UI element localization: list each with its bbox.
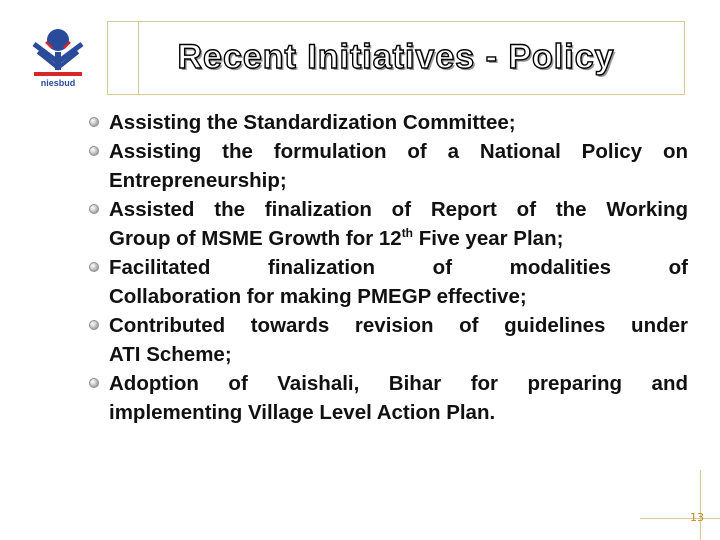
page-number: 13	[690, 511, 704, 524]
corner-accent-vertical	[700, 470, 701, 540]
bullet-list	[88, 108, 688, 427]
bullet-dot-icon	[89, 378, 99, 388]
bullet-dot-icon	[89, 146, 99, 156]
bullet-text-fragment: Group of MSME Growth for 12	[109, 227, 402, 250]
title-frame	[107, 21, 685, 95]
bullet-item	[88, 195, 688, 253]
logo-wordmark: niesbud	[40, 78, 76, 88]
bullet-item	[88, 369, 688, 427]
bullet-text-fragment: Five year Plan;	[413, 227, 564, 250]
bullet-text-line	[109, 224, 688, 253]
bullet-text-line: Contributed towards revision of guidelines under	[109, 314, 688, 337]
slide-title: Recent Initiatives - Policy	[177, 38, 615, 76]
bullet-text-line: Adoption of Vaishali, Bihar for preparing and	[109, 372, 688, 395]
bullet-text-line: Collaboration for making PMEGP effective;	[109, 285, 527, 308]
corner-accent-horizontal	[640, 518, 720, 519]
bullet-dot-icon	[89, 117, 99, 127]
bullet-dot-icon	[89, 204, 99, 214]
bullet-dot-icon	[89, 320, 99, 330]
bullet-text-line: ATI Scheme;	[109, 343, 232, 366]
bullet-text-line: Assisting the formulation of a National Policy on	[109, 140, 688, 163]
bullet-text-line: Assisted the finalization of Report of the Working	[109, 198, 688, 221]
bullet-item	[88, 108, 688, 137]
bullet-text: Assisting the Standardization Committee;	[109, 111, 516, 134]
bullet-item	[88, 253, 688, 311]
bullet-item	[88, 137, 688, 195]
bullet-text-line: Entrepreneurship;	[109, 169, 287, 192]
ordinal-suffix: th	[401, 226, 414, 241]
bullet-item	[88, 311, 688, 369]
bullet-text-line: Facilitated finalization of modalities of	[109, 256, 688, 279]
bullet-text-line: implementing Village Level Action Plan.	[109, 401, 496, 424]
niesbud-logo	[28, 22, 88, 88]
bullet-dot-icon	[89, 262, 99, 272]
